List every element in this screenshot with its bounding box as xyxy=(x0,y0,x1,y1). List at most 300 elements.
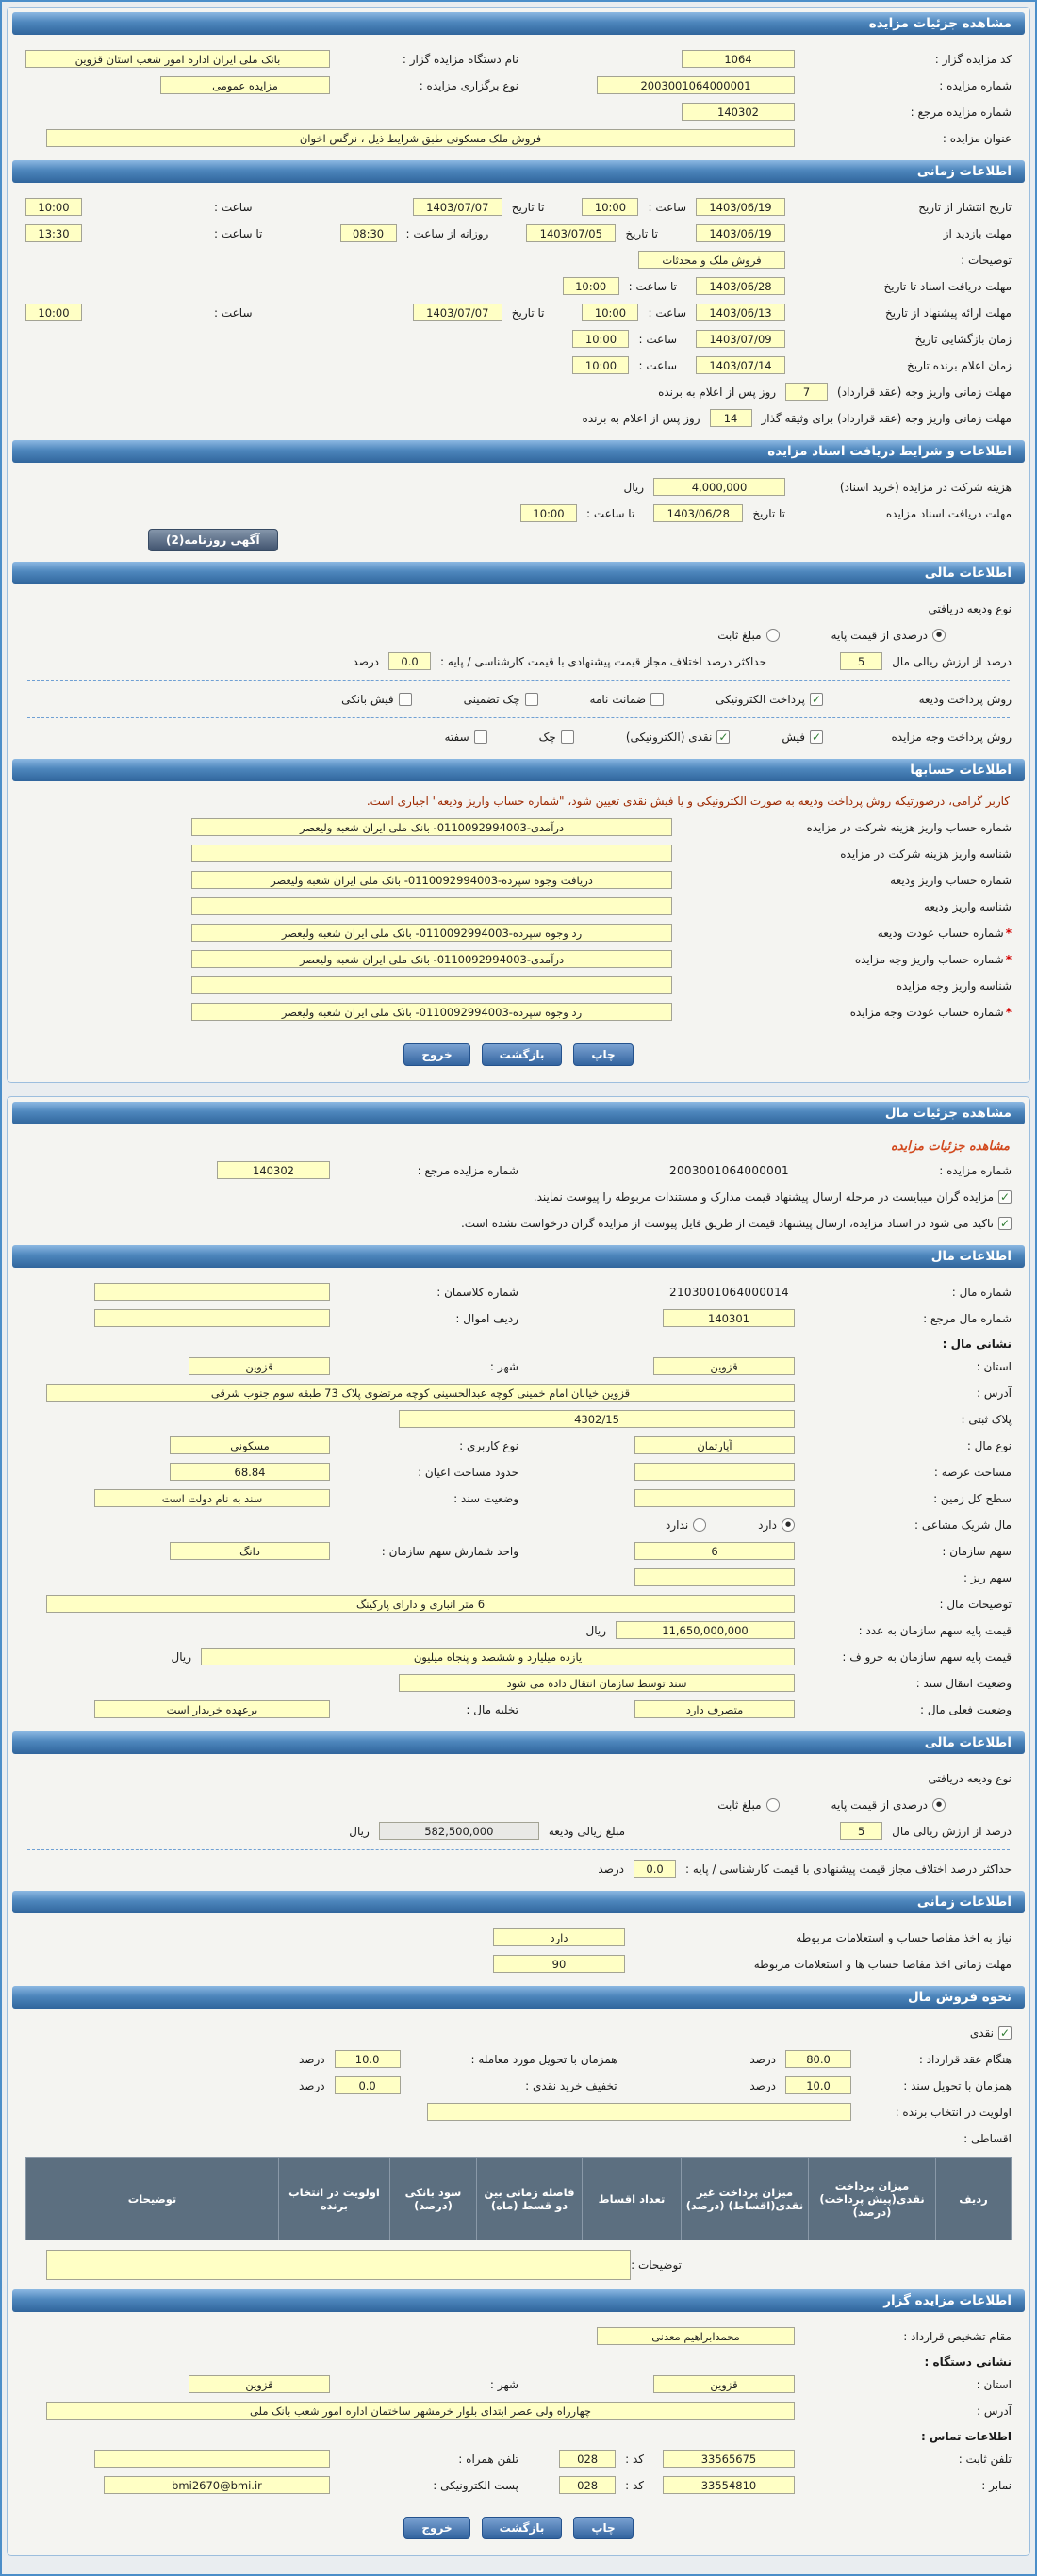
deed-percent-field[interactable] xyxy=(785,2076,851,2094)
sale-desc-label: توضیحات : xyxy=(631,2258,682,2272)
asset-deposit-type-row xyxy=(25,1765,1012,1791)
docs-deadline-hour-field[interactable] xyxy=(563,277,619,295)
price-account-field[interactable] xyxy=(191,950,672,968)
winner-priority-field[interactable] xyxy=(427,2103,851,2121)
financial-section xyxy=(10,588,1027,757)
asset-auction-ref-field[interactable] xyxy=(217,1161,330,1179)
winner-announce-row xyxy=(25,353,1012,378)
column-header-installment-count: تعداد اقساط xyxy=(583,2158,682,2240)
payment-deadline-row xyxy=(25,379,1012,404)
asset-info-section-title: اطلاعات مال xyxy=(12,1245,1025,1268)
publish-date-row xyxy=(25,194,1012,220)
checkbox-icon[interactable] xyxy=(650,693,664,706)
opening-time-label: زمان بازگشایی تاریخ xyxy=(914,332,1012,346)
accounts-section xyxy=(10,785,1027,1032)
auction-ref-row xyxy=(25,99,1012,124)
installment-table xyxy=(25,2157,1012,2240)
org-address-field[interactable] xyxy=(46,2402,795,2420)
asset-usage-label: نوع کاربری : xyxy=(459,1438,518,1452)
docs-receive-deadline-label: مهلت دریافت اسناد مزایده xyxy=(885,506,1012,520)
radio-selected-icon[interactable]: ● xyxy=(932,1798,946,1812)
org-province-field[interactable] xyxy=(653,2375,795,2393)
asset-deposit-percent-option[interactable] xyxy=(831,1798,946,1812)
contract-authority-field[interactable] xyxy=(597,2327,795,2345)
clearance-need-row xyxy=(25,1925,1012,1950)
checkbox-checked-icon[interactable]: ✓ xyxy=(999,2026,1011,2040)
price-method-cheque-option[interactable] xyxy=(539,730,574,744)
rial-label: ریال xyxy=(171,1649,191,1664)
deposit-id-row xyxy=(25,894,1012,919)
required-star: * xyxy=(1005,952,1012,966)
winner-date-field[interactable] xyxy=(696,356,785,374)
divider xyxy=(27,1849,1010,1850)
daily-from-hour-label: روزانه از ساعت : xyxy=(405,226,489,240)
clearance-need-field[interactable] xyxy=(493,1928,625,1946)
contract-percent-field[interactable] xyxy=(785,2050,851,2068)
opening-hour-field[interactable] xyxy=(572,330,629,348)
fax-row xyxy=(25,2472,1012,2498)
asset-deed-status-label: وضعیت سند : xyxy=(453,1491,518,1505)
print-button[interactable]: چاپ xyxy=(573,1043,633,1066)
asset-address-field[interactable] xyxy=(46,1384,795,1402)
to-date-label: تا تاریخ xyxy=(511,305,545,320)
asset-desc-label: توضیحات مال : xyxy=(939,1597,1012,1611)
asset-land-field[interactable] xyxy=(634,1489,795,1507)
exit-button[interactable]: خروج xyxy=(403,1043,469,1066)
asset-class-label: شماره کلاسمان : xyxy=(436,1285,518,1299)
column-header-winner-priority: اولویت در انتخاب برنده xyxy=(279,2158,390,2240)
to-hour-label: تا ساعت : xyxy=(214,226,263,240)
asset-financial-section xyxy=(10,1758,1027,1889)
guarantor-payment-deadline-label: مهلت زمانی واریز وجه (عقد قرارداد) برای وثیقه گذار xyxy=(761,411,1012,425)
checkbox-checked-icon[interactable]: ✓ xyxy=(811,730,822,744)
asset-deposit-fixed-label: مبلغ ثابت xyxy=(717,1797,762,1812)
asset-address-heading: نشانی مال : xyxy=(942,1337,1012,1351)
payment-deadline-days-field[interactable] xyxy=(785,383,828,401)
asset-deed-status-field[interactable] xyxy=(94,1489,330,1507)
deposit-method-guarantee-label: ضمانت نامه xyxy=(589,692,647,706)
auction-code-field[interactable] xyxy=(682,50,795,68)
deposit-method-row xyxy=(25,686,1012,712)
newspaper-ad-row xyxy=(25,527,1012,552)
to-date-label: تا تاریخ xyxy=(625,226,658,240)
percent-label: درصد xyxy=(353,654,380,668)
checkbox-icon[interactable] xyxy=(525,693,538,706)
asset-building-area-field[interactable] xyxy=(170,1463,330,1481)
asset-subshare-row xyxy=(25,1565,1012,1590)
asset-desc-field[interactable] xyxy=(46,1595,795,1613)
asset-row-field[interactable] xyxy=(94,1309,330,1327)
asset-type-row xyxy=(25,1433,1012,1458)
exit-button[interactable]: خروج xyxy=(403,2517,469,2539)
auctioneer-section-title: اطلاعات مزایده گزار xyxy=(12,2289,1025,2312)
to-hour-label: تا ساعت : xyxy=(628,279,677,293)
asset-status-field[interactable] xyxy=(634,1700,795,1718)
asset-details-panel xyxy=(7,1096,1030,2556)
opening-date-field[interactable] xyxy=(696,330,785,348)
asset-deposit-amount-field[interactable] xyxy=(379,1822,539,1840)
asset-usage-field[interactable] xyxy=(170,1436,330,1454)
deposit-percent-field[interactable] xyxy=(840,652,882,670)
shared-has-not-option[interactable] xyxy=(666,1518,706,1532)
price-return-field[interactable] xyxy=(191,1003,672,1021)
asset-address-row xyxy=(25,1380,1012,1405)
asset-share-unit-label: واحد شمارش سهم سازمان : xyxy=(381,1544,518,1558)
phone-row xyxy=(25,2446,1012,2471)
radio-icon[interactable] xyxy=(693,1518,706,1532)
rial-label: ریال xyxy=(623,480,644,494)
email-label: پست الکترونیکی : xyxy=(433,2478,518,2492)
max-diff-label: حداکثر درصد اختلاف مجاز قیمت پیشنهادی با قیمت کارشناسی / پایه : xyxy=(440,654,766,668)
divider xyxy=(27,717,1010,718)
cash-discount-label: تخفیف خرید نقدی : xyxy=(525,2078,617,2092)
price-account-row xyxy=(25,946,1012,972)
asset-time-section xyxy=(10,1917,1027,1984)
docs-receive-hour-field[interactable] xyxy=(520,504,577,522)
asset-number-label: شماره مال : xyxy=(951,1285,1012,1299)
asset-financial-section-title: اطلاعات مالی xyxy=(12,1731,1025,1754)
asset-area-row xyxy=(25,1459,1012,1485)
financial-section-title: اطلاعات مالی xyxy=(12,562,1025,584)
price-method-safte-option[interactable] xyxy=(444,730,486,744)
asset-base-price-words-field[interactable] xyxy=(201,1648,795,1665)
time-section xyxy=(10,187,1027,438)
radio-icon[interactable] xyxy=(766,1798,780,1812)
fee-id-row xyxy=(25,841,1012,866)
price-method-row xyxy=(25,724,1012,749)
days-after-label: روز پس از اعلام به برنده xyxy=(658,385,777,399)
auction-ref-label: شماره مزایده مرجع : xyxy=(910,105,1012,119)
fax-field[interactable] xyxy=(663,2476,795,2494)
auction-title-field[interactable] xyxy=(46,129,795,147)
clearance-deadline-row xyxy=(25,1951,1012,1977)
shared-has-option[interactable] xyxy=(758,1518,795,1532)
publish-to-date-field[interactable] xyxy=(413,198,502,216)
checkbox-icon[interactable] xyxy=(561,730,574,744)
mobile-label: تلفن همراه : xyxy=(458,2452,518,2466)
asset-base-price-words-row xyxy=(25,1644,1012,1669)
asset-max-diff-field[interactable] xyxy=(634,1860,676,1878)
asset-plate-label: پلاک ثبتی : xyxy=(961,1412,1012,1426)
price-return-label: *شماره حساب عودت وجه مزایده xyxy=(849,1005,1012,1019)
asset-intro-section xyxy=(10,1128,1027,1243)
checkbox-checked-icon[interactable]: ✓ xyxy=(999,1216,1011,1230)
column-header-noncash-payment: میزان پرداخت غیر نقدی(اقساط) (درصد) xyxy=(682,2158,809,2240)
guarantor-payment-days-field[interactable] xyxy=(710,409,752,427)
auction-type-field[interactable] xyxy=(160,76,330,94)
publish-from-date-field[interactable] xyxy=(696,198,785,216)
clearance-deadline-field[interactable] xyxy=(493,1955,625,1973)
back-button[interactable]: بازگشت xyxy=(482,2517,563,2539)
auction-type-label: نوع برگزاری مزایده : xyxy=(419,78,518,92)
docs-receive-deadline-row xyxy=(25,500,1012,526)
org-address-heading: نشانی دستگاه : xyxy=(924,2355,1012,2369)
time-desc-field[interactable] xyxy=(638,251,785,269)
sale-desc-field[interactable] xyxy=(46,2250,631,2280)
org-name-label: نام دستگاه مزایده گزار : xyxy=(402,52,518,66)
fee-account-row xyxy=(25,814,1012,840)
asset-subshare-field[interactable] xyxy=(634,1568,795,1586)
deposit-type-row xyxy=(25,596,1012,621)
deposit-type-fixed-option[interactable] xyxy=(717,629,779,642)
deposit-type-fixed-label: مبلغ ثابت xyxy=(717,628,762,642)
fee-account-label: شماره حساب واریز هزینه شرکت در مزایده xyxy=(806,820,1012,834)
asset-evacuation-field[interactable] xyxy=(94,1700,330,1718)
deposit-type-options-row xyxy=(25,622,1012,648)
installment-row xyxy=(25,2125,1012,2151)
asset-subshare-label: سهم ریز : xyxy=(963,1570,1012,1584)
percent-label: درصد xyxy=(598,1862,625,1876)
auction-number-label: شماره مزایده : xyxy=(939,78,1012,92)
asset-building-area-label: حدود مساحت اعیان : xyxy=(418,1465,518,1479)
contract-authority-label: مقام تشخیص قرارداد : xyxy=(903,2329,1012,2343)
delivery-percent-label: همزمان با تحویل مورد معامله : xyxy=(470,2052,617,2066)
radio-selected-icon[interactable]: ● xyxy=(782,1518,795,1532)
auction-general-section xyxy=(10,39,1027,158)
price-id-row xyxy=(25,973,1012,998)
org-province-label: استان : xyxy=(976,2377,1012,2391)
checkbox-icon[interactable] xyxy=(399,693,412,706)
offer-from-date-field[interactable] xyxy=(696,304,785,321)
no-file-price-label: تاکید می شود در اسناد مزایده، ارسال پیشنهاد قیمت از طریق فایل پیوست از مزایده گران درخواست نشده است. xyxy=(460,1216,994,1230)
checkbox-checked-icon[interactable]: ✓ xyxy=(718,730,729,744)
radio-selected-icon[interactable]: ● xyxy=(932,629,946,642)
auction-ref-field[interactable] xyxy=(682,103,795,121)
phone-label: تلفن ثابت : xyxy=(958,2452,1012,2466)
mobile-field[interactable] xyxy=(94,2450,330,2468)
shared-has-label: دارد xyxy=(758,1518,777,1532)
checkbox-checked-icon[interactable]: ✓ xyxy=(999,1190,1011,1204)
deposit-method-electronic-option[interactable] xyxy=(716,693,823,706)
org-address-label: آدرس : xyxy=(977,2404,1012,2418)
asset-shared-row xyxy=(25,1512,1012,1537)
auctioneer-section xyxy=(10,2316,1027,2505)
visit-from-date-field[interactable] xyxy=(696,224,785,242)
visit-daily-from-field[interactable] xyxy=(340,224,397,242)
guarantor-payment-deadline-row xyxy=(25,405,1012,431)
auction-number-field[interactable] xyxy=(597,76,795,94)
fax-label: نمابر : xyxy=(981,2478,1012,2492)
offer-to-date-field[interactable] xyxy=(413,304,502,321)
opening-time-row xyxy=(25,326,1012,352)
asset-panel-title: مشاهده جزئیات مال xyxy=(12,1102,1025,1124)
winner-hour-field[interactable] xyxy=(572,356,629,374)
visit-daily-to-field[interactable] xyxy=(25,224,82,242)
docs-deadline-row xyxy=(25,273,1012,299)
org-name-field[interactable] xyxy=(25,50,330,68)
required-star: * xyxy=(1005,1005,1012,1019)
asset-plate-field[interactable] xyxy=(399,1410,795,1428)
offer-deadline-label: مهلت ارائه پیشنهاد از تاریخ xyxy=(884,305,1012,320)
cash-sale-row xyxy=(25,2020,1012,2045)
area-code-label: کد : xyxy=(625,2452,644,2466)
docs-deadline-date-field[interactable] xyxy=(696,277,785,295)
offer-to-hour-field[interactable] xyxy=(25,304,82,321)
deposit-percent-label: درصد از ارزش ریالی مال xyxy=(892,654,1012,668)
asset-province-field[interactable] xyxy=(653,1357,795,1375)
column-header-cash-payment: میزان پرداخت نقدی(پیش پرداخت) (درصد) xyxy=(809,2158,936,2240)
asset-base-price-field[interactable] xyxy=(616,1621,795,1639)
auction-panel-title: مشاهده جزئیات مزایده xyxy=(12,12,1025,35)
radio-icon[interactable] xyxy=(766,629,780,642)
price-method-safte-label: سفته xyxy=(444,730,469,744)
cash-discount-field[interactable] xyxy=(335,2076,401,2094)
asset-plate-row xyxy=(25,1406,1012,1432)
hour-label: ساعت : xyxy=(648,305,686,320)
participation-fee-field[interactable] xyxy=(653,478,785,496)
column-header-row-number: ردیف xyxy=(936,2158,1012,2240)
winner-priority-label: اولویت در انتخاب برنده : xyxy=(895,2105,1012,2119)
deposit-type-percent-label: درصدی از قیمت پایه xyxy=(831,628,928,642)
asset-number-row xyxy=(25,1279,1012,1304)
deposit-method-electronic-label: پرداخت الکترونیکی xyxy=(716,692,805,706)
print-button[interactable]: چاپ xyxy=(573,2517,633,2539)
phone-code-field[interactable] xyxy=(559,2450,616,2468)
hour-label: ساعت : xyxy=(214,200,253,214)
area-code-label: کد : xyxy=(625,2478,644,2492)
email-field[interactable] xyxy=(104,2476,330,2494)
sale-percents-row2 xyxy=(25,2073,1012,2098)
deposit-method-bank-fish-label: فیش بانکی xyxy=(341,692,394,706)
asset-class-field[interactable] xyxy=(94,1283,330,1301)
asset-auction-number-value: 2003001064000001 xyxy=(669,1163,789,1177)
cash-sale-label: نقدی xyxy=(969,2026,994,2040)
asset-deposit-percent-value-label: درصد از ارزش ریالی مال xyxy=(892,1824,1012,1838)
time-desc-label: توضیحات : xyxy=(961,253,1012,267)
rial-label: ریال xyxy=(585,1623,606,1637)
price-method-cash-option[interactable] xyxy=(626,730,731,744)
newspaper-ad-button[interactable]: آگهی روزنامه(2) xyxy=(148,529,278,551)
asset-shared-label: مال شریک مشاعی : xyxy=(914,1518,1012,1532)
deposit-account-row xyxy=(25,867,1012,893)
offer-from-hour-field[interactable] xyxy=(582,304,638,321)
deposit-account-field[interactable] xyxy=(191,871,672,889)
auction-number-row xyxy=(25,73,1012,98)
asset-row-label: ردیف اموال : xyxy=(455,1311,518,1325)
sale-desc-row xyxy=(25,2250,1012,2280)
publish-from-hour-field[interactable] xyxy=(582,198,638,216)
clearance-deadline-label: مهلت زمانی اخذ مفاصا حساب ها و استعلامات مربوطه xyxy=(753,1957,1012,1971)
docs-deadline-label: مهلت دریافت اسناد تا تاریخ xyxy=(883,279,1012,293)
fee-id-label: شناسه واریز هزینه شرکت در مزایده xyxy=(840,846,1012,861)
deposit-method-bank-fish-option[interactable] xyxy=(341,693,411,706)
asset-deposit-fixed-option[interactable] xyxy=(717,1798,779,1812)
price-id-field[interactable] xyxy=(191,976,672,994)
org-city-label: شهر : xyxy=(489,2377,518,2391)
asset-max-diff-label: حداکثر درصد اختلاف مجاز قیمت پیشنهادی با قیمت کارشناسی / پایه : xyxy=(685,1862,1012,1876)
asset-max-diff-row xyxy=(25,1856,1012,1881)
fee-id-field[interactable] xyxy=(191,845,672,862)
price-method-cheque-label: چک xyxy=(538,730,556,744)
asset-ref-row xyxy=(25,1305,1012,1331)
asset-land-row xyxy=(25,1485,1012,1511)
deposit-type-label: نوع ودیعه دریافتی xyxy=(928,601,1012,615)
percent-label: درصد xyxy=(749,2078,776,2092)
asset-base-price-words-label: قیمت پایه سهم سازمان به حرو ف : xyxy=(842,1649,1012,1664)
publish-to-hour-field[interactable] xyxy=(25,198,82,216)
asset-evacuation-label: تخلیه مال : xyxy=(466,1702,518,1716)
deposit-return-field[interactable] xyxy=(191,924,672,942)
checkbox-checked-icon[interactable]: ✓ xyxy=(811,692,822,706)
back-button[interactable]: بازگشت xyxy=(482,1043,563,1066)
price-method-fish-option[interactable] xyxy=(782,730,823,744)
docs-receive-date-field[interactable] xyxy=(653,504,743,522)
price-method-label: روش پرداخت وجه مزایده xyxy=(891,730,1012,744)
until-date-label: تا تاریخ xyxy=(752,506,785,520)
asset-auction-ref-label: شماره مزایده مرجع : xyxy=(417,1163,518,1177)
accounts-section-title: اطلاعات حسابها xyxy=(12,759,1025,781)
sale-method-section xyxy=(10,2012,1027,2288)
percent-label: درصد xyxy=(298,2078,325,2092)
delivery-percent-field[interactable] xyxy=(335,2050,401,2068)
asset-type-label: نوع مال : xyxy=(966,1438,1012,1452)
deposit-method-cheque-option[interactable] xyxy=(464,693,538,706)
participation-fee-label: هزینه شرکت در مزایده (خرید اسناد) xyxy=(839,480,1012,494)
max-diff-field[interactable] xyxy=(388,652,431,670)
asset-share-unit-field[interactable] xyxy=(170,1542,330,1560)
auction-details-panel xyxy=(7,7,1030,1083)
hour-label: ساعت : xyxy=(638,332,677,346)
phone-field[interactable] xyxy=(663,2450,795,2468)
asset-area-label: مساحت عرصه : xyxy=(933,1465,1012,1479)
asset-ref-field[interactable] xyxy=(663,1309,795,1327)
time-section-title: اطلاعات زمانی xyxy=(12,160,1025,183)
panel1-buttons xyxy=(10,1032,1027,1079)
deposit-id-field[interactable] xyxy=(191,897,672,915)
hour-label: ساعت : xyxy=(638,358,677,372)
hour-label: ساعت : xyxy=(648,200,686,214)
winner-priority-row xyxy=(25,2099,1012,2125)
participation-fee-row xyxy=(25,474,1012,500)
sale-percents-row1 xyxy=(25,2046,1012,2072)
visit-to-date-field[interactable] xyxy=(526,224,616,242)
asset-deposit-type-label: نوع ودیعه دریافتی xyxy=(928,1771,1012,1785)
to-date-label: تا تاریخ xyxy=(511,200,545,214)
fee-account-field[interactable] xyxy=(191,818,672,836)
auction-title-row xyxy=(25,125,1012,151)
shared-has-not-label: ندارد xyxy=(666,1518,689,1532)
time-desc-row xyxy=(25,247,1012,272)
asset-area-field[interactable] xyxy=(634,1463,795,1481)
divider xyxy=(27,680,1010,681)
price-id-label: شناسه واریز وجه مزایده xyxy=(896,978,1012,993)
asset-city-field[interactable] xyxy=(189,1357,330,1375)
offer-deadline-row xyxy=(25,300,1012,325)
contact-info-heading: اطلاعات تماس : xyxy=(920,2430,1012,2443)
asset-address-label: آدرس : xyxy=(977,1386,1012,1400)
asset-time-section-title: اطلاعات زمانی xyxy=(12,1891,1025,1913)
asset-share-label: سهم سازمان : xyxy=(942,1544,1012,1558)
asset-deposit-percent-field[interactable] xyxy=(840,1822,882,1840)
deposit-percent-row xyxy=(25,648,1012,674)
asset-auction-number-label: شماره مزایده : xyxy=(939,1163,1012,1177)
checkbox-icon[interactable] xyxy=(474,730,487,744)
to-hour-label: تا ساعت : xyxy=(585,506,635,520)
asset-transfer-field[interactable] xyxy=(399,1674,795,1692)
fax-code-field[interactable] xyxy=(559,2476,616,2494)
deposit-type-percent-option[interactable] xyxy=(831,629,946,642)
deposit-method-guarantee-option[interactable] xyxy=(590,693,665,706)
installment-table-header-row xyxy=(26,2158,1012,2240)
asset-type-field[interactable] xyxy=(634,1436,795,1454)
asset-share-field[interactable] xyxy=(634,1542,795,1560)
publish-date-label: تاریخ انتشار از تاریخ xyxy=(918,200,1012,214)
deposit-account-label: شماره حساب واریز ودیعه xyxy=(890,873,1012,887)
docs-section xyxy=(10,467,1027,560)
org-city-field[interactable] xyxy=(189,2375,330,2393)
auction-code-label: کد مزایده گزار : xyxy=(934,52,1012,66)
asset-deposit-type-options-row xyxy=(25,1792,1012,1817)
